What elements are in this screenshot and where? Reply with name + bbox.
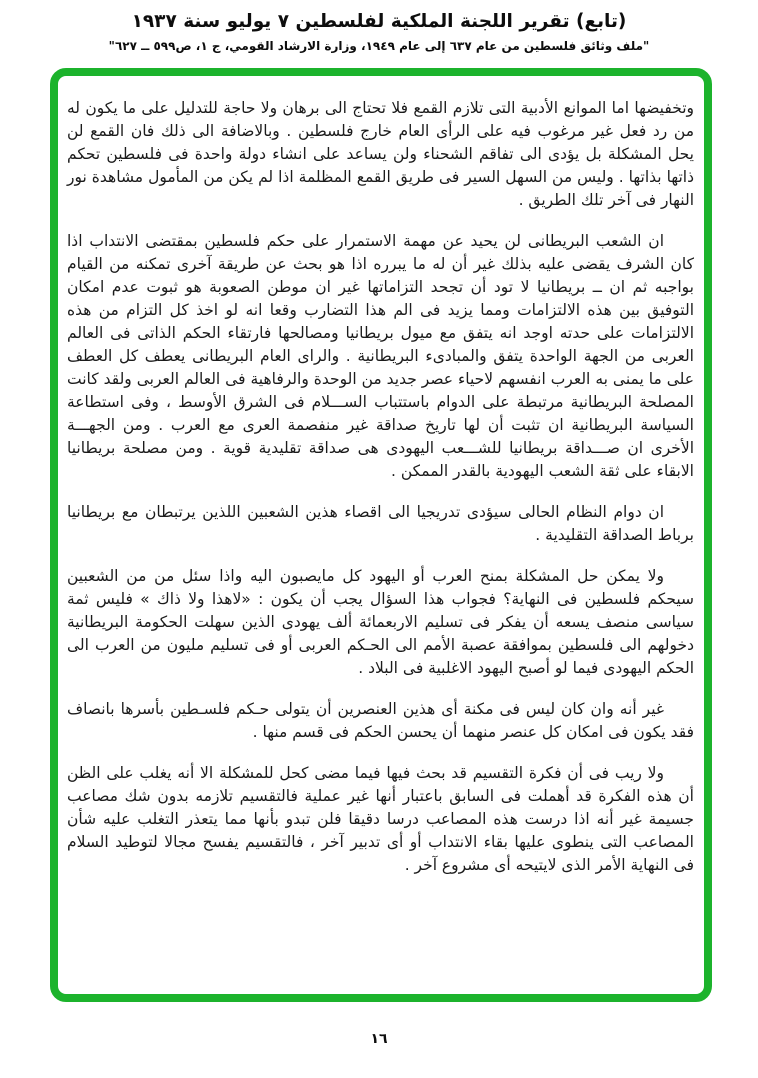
paragraph: غير أنه وان كان ليس فى مكنة أى هذين العنصرين أن يتولى حـكم فلسـطين بأسرها بانصاف فقد يكون فى امكان كل عنصر منهما أن يحسن الحكم فى قسم منها . [67,700,694,741]
paragraph: ولا يمكن حل المشكلة بمنح العرب أو اليهود كل مايصبون اليه واذا سئل من من الشعبين سيحكم فلسطين فى النهاية؟ فجواب هذا السؤال يجب أن يكون : «لاهذا ولا ذاك » فليس ثمة سياسى منصف يسعه أن يفكر فى تسليم الاربعمائة ألف يهودى الذين سهلت الحكومة البريطانية دخولهم الى فلسطين بموافقة عصبة الأمم الى الحـكم العربى أو فى تسليم مليون من العرب الى الحكم اليهودى فيما لو أصبح اليهود الاغلبية فى البلاد . [67,567,694,677]
paragraph: ان دوام النظام الحالى سيؤدى تدريجيا الى اقصاء هذين الشعبين اللذين يرتبطان مع بريطانيا برباط الصداقة التقليدية . [67,503,694,544]
document-header [0,0,758,53]
paragraph: ولا ريب فى أن فكرة التقسيم قد بحث فيها فيما مضى كحل للمشكلة الا أنه يغلب على الظن أن هذه الفكرة قد أهملت فى السابق باعتبار أنها غير عملية فالتقسيم تلازمه بدون شك مصاعب جسيمة غير أنه اذا درست هذه المصاعب درسا دقيقا فلن تبدو بأنها مما يتعذر التغلب عليه شأن المصاعب التى ينطوى عليها بقاء الانتداب أو أى تدبير آخر ، فالتقسيم يفسح مجالا لتوطيد السلام فى النهاية الأمر الذى لايتيحه أى مشروع آخر . [67,764,694,874]
document-source-line: "ملف وثائق فلسطين من عام ٦٣٧ إلى عام ١٩٤٩، وزارة الارشاد القومي، ج ١، ص٥٩٩ ــ ٦٢٧" [108,39,650,53]
document-body [58,76,704,994]
document-title: (تابع) تقرير اللجنة الملكية لفلسطين ٧ يوليو سنة ١٩٣٧ [131,11,627,32]
document-footer [0,1028,758,1047]
paragraph: ان الشعب البريطانى لن يحيد عن مهمة الاستمرار على حكم فلسطين بمقتضى الانتداب اذا كان الشرف يقضى عليه بذلك غير أن له ما يبرره اذا هو بحث عن طريقة آخرى تمكنه من القيام بواجبه ثم ان ــ بريطانيا لا تود أن تجحد التزاماتها غير ان موطن الصعوبة هو ثبوت عدم امكان التوفيق بين هذه الالتزامات ومما يزيد فى الم هذا التضارب وقعا انه لو اخذ كل التزام من هذه الالتزامات على حدته اوجد انه يتفق مع ميول بريطانيا ومصالحها فارتقاء الحكم الذاتى فى العالم العربى من الجهة الواحدة يتفق والمبادىء البريطانية . والراى العام البريطانى يعطف كل العطف على ما يمنى به العرب انفسهم لاحياء عصر جديد من الوحدة والرفاهية فى العالم العربى ولقد كانت المصلحة البريطانية مرتبطة على الدوام باستتباب الســـلام فى الشرق الأوسط ، وفى استطاعة السياسة البريطانية ان تثبت أن لها تاريخ صداقة غير منفصمة العرى مع العرب . ومن الجهـــة الأخرى ان صـــداقة بريطانيا للشـــعب اليهودى هى صداقة تقليدية قوية . ومن مصلحة بريطانيا الابقاء على ثقة الشعب اليهودية بالقدر الممكن . [67,232,694,480]
highlight-border-box [50,68,712,1002]
page-number: ١٦ [370,1031,388,1047]
paragraph: وتخفيضها اما الموانع الأدبية التى تلازم القمع فلا تحتاج الى برهان ولا حاجة للتدليل على ما يكون له من رد فعل غير مرغوب فيه على الرأى العام خارج فلسطين . وبالاضافة الى ذلك فان القمع لن يحل المشكلة بل يؤدى الى تفاقم الشحناء ولن يساعد على انشاء دولة واحدة فى فلسطين تحكم ذاتها بذاتها . وليس من السهل السير فى طريق القمع المظلمة اذا لم يكن من المأمول مشاهدة نور النهار فى آخر تلك الطريق . [67,99,694,209]
